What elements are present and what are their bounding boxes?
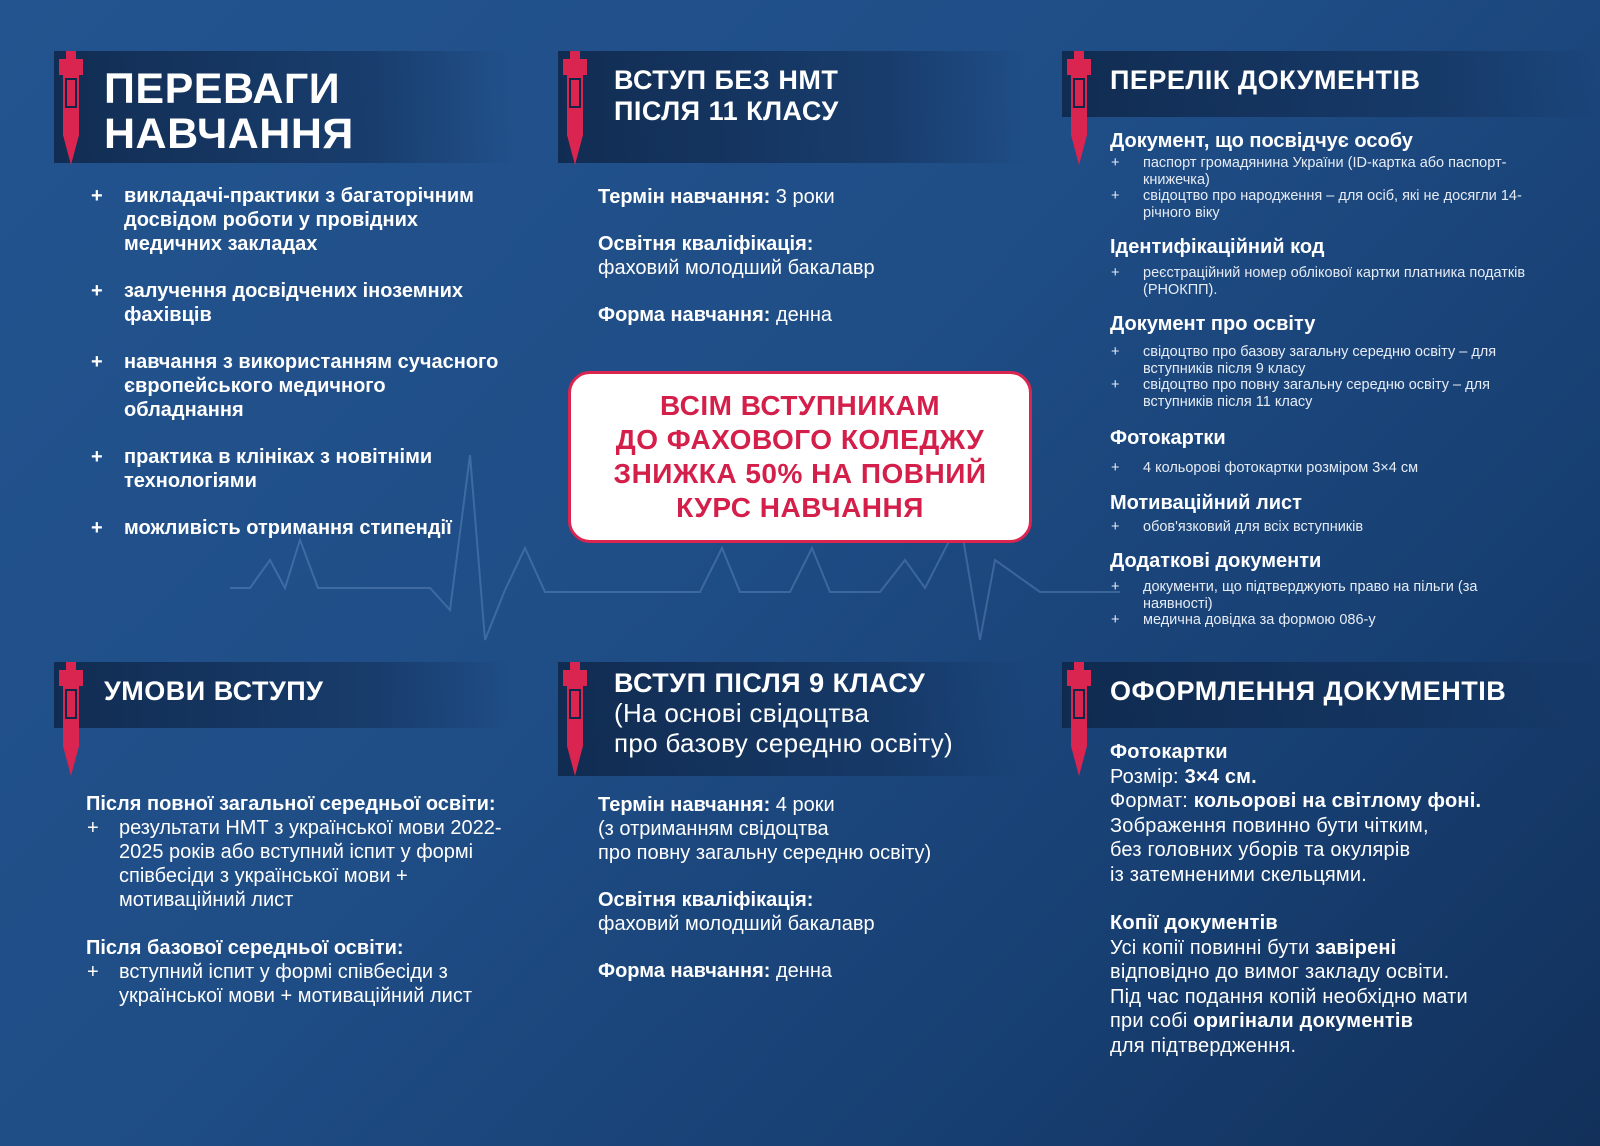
copies-bold: оригінали документів	[1193, 1010, 1414, 1032]
format-value: кольорові на світлому фоні.	[1193, 790, 1482, 812]
copies-text: для підтвердження.	[1110, 1034, 1297, 1057]
pen-icon	[558, 658, 592, 778]
conditions-body	[86, 792, 506, 1008]
discount-promo-text: ВСІМ ВСТУПНИКАМ ДО ФАХОВОГО КОЛЕДЖУ ЗНИЖКА 50% НА ПОВНИЙ КУРС НАВЧАННЯ	[613, 390, 987, 523]
copies-text: Під час подання копій необхідно мати	[1110, 985, 1468, 1008]
doc-group: Документ, що посвідчує особу + паспорт громадянина України (ID-картка або паспорт-книжечка) + свідоцтво про народження – для осіб, які не досягли 14-річного віку	[1110, 129, 1550, 221]
after11-title: ВСТУП БЕЗ НМТ ПІСЛЯ 11 КЛАСУ	[614, 65, 839, 127]
list-item: + 4 кольорові фотокартки розміром 3×4 см	[1110, 460, 1550, 477]
list-item: + обов'язковий для всіх вступників	[1110, 519, 1550, 536]
list-item: + результати НМТ з української мови 2022-2025 років або вступний іспит у формі співбесіди з української мови + мотиваційний лист	[86, 816, 506, 912]
list-item: + реєстраційний номер облікової картки платника податків (РНОКПП).	[1110, 265, 1550, 298]
size-value: 3×4 см.	[1184, 765, 1257, 788]
list-item: + можливість отримання стипендії	[88, 516, 508, 540]
processing-body	[1110, 740, 1580, 1058]
doc-group: Ідентифікаційний код + реєстраційний номер облікової картки платника податків (РНОКПП).	[1110, 235, 1550, 298]
documents-title: ПЕРЕЛІК ДОКУМЕНТІВ	[1110, 65, 1421, 95]
copies-title: Копії документів	[1110, 912, 1278, 934]
copies-text: при собі	[1110, 1010, 1194, 1032]
format-label: Формат:	[1110, 790, 1194, 812]
doc-group: Фотокартки + 4 кольорові фотокартки розміром 3×4 см	[1110, 426, 1550, 477]
processing-title: ОФОРМЛЕННЯ ДОКУМЕНТІВ	[1110, 676, 1507, 706]
after9-info	[598, 793, 1018, 1006]
photo-title: Фотокартки	[1110, 741, 1228, 763]
term-label: Термін навчання:	[598, 186, 771, 208]
qualification-value: фаховий молодший бакалавр	[598, 257, 875, 279]
term-value: 4 роки	[770, 794, 835, 816]
list-item: + свідоцтво про народження – для осіб, які не досягли 14-річного віку	[1110, 188, 1550, 221]
advantages-header	[54, 51, 514, 163]
pen-icon	[1062, 47, 1096, 167]
qualification-label: Освітня кваліфікація:	[598, 889, 814, 911]
copies-bold: завірені	[1315, 936, 1397, 959]
copies-text: відповідно до вимог закладу освіти.	[1110, 961, 1450, 983]
doc-group: Документ про освіту + свідоцтво про базову загальну середню освіту – для вступників після 9 класу + свідоцтво про повну загальну середню освіту – для вступників після 11 класу	[1110, 312, 1550, 410]
qualification-label: Освітня кваліфікація:	[598, 233, 814, 255]
form-value: денна	[770, 304, 832, 326]
copies-text: Усі копії повинні бути	[1110, 936, 1316, 959]
doc-group: Додаткові документи + документи, що підтверджують право на пільги (за наявності) + медична довідка за формою 086-у	[1110, 549, 1550, 629]
documents-list	[1110, 129, 1550, 639]
list-item: + викладачі-практики з багаторічним досвідом роботи у провідних медичних закладах	[88, 184, 508, 256]
list-item: + навчання з використанням сучасного європейського медичного обладнання	[88, 350, 508, 422]
form-label: Форма навчання:	[598, 960, 771, 982]
size-label: Розмір:	[1110, 765, 1185, 788]
form-value: денна	[770, 960, 832, 982]
pen-icon	[54, 47, 88, 167]
list-item: + документи, що підтверджують право на пільги (за наявності)	[1110, 579, 1550, 612]
form-label: Форма навчання:	[598, 304, 771, 326]
term-note: (з отриманням свідоцтва	[598, 818, 829, 840]
list-item: + свідоцтво про повну загальну середню освіту – для вступників після 11 класу	[1110, 377, 1550, 410]
pen-icon	[1062, 658, 1096, 778]
list-item: + свідоцтво про базову загальну середню освіту – для вступників після 9 класу	[1110, 344, 1550, 377]
list-item: + вступний іспит у формі співбесіди з української мови + мотиваційний лист	[86, 960, 506, 1008]
conditions-title: УМОВИ ВСТУПУ	[104, 676, 324, 706]
qualification-value: фаховий молодший бакалавр	[598, 913, 875, 935]
photo-note: Зображення повинно бути чітким,	[1110, 814, 1429, 837]
advantages-list	[88, 184, 508, 563]
list-item: + залучення досвідчених іноземних фахівців	[88, 279, 508, 327]
term-note: про повну загальну середню освіту)	[598, 842, 932, 864]
after9-title: ВСТУП ПІСЛЯ 9 КЛАСУ (На основі свідоцтва про базову середню освіту)	[614, 668, 954, 758]
pen-icon	[54, 658, 88, 778]
pen-icon	[558, 47, 592, 167]
after11-header	[558, 51, 1028, 163]
doc-group: Мотиваційний лист + обов'язковий для всіх вступників	[1110, 491, 1550, 536]
photo-note: без головних уборів та окулярів	[1110, 839, 1411, 861]
advantages-title: ПЕРЕВАГИ НАВЧАННЯ	[104, 65, 354, 159]
documents-header	[1062, 51, 1600, 117]
list-item: + паспорт громадянина України (ID-картка або паспорт-книжечка)	[1110, 155, 1550, 188]
term-value: 3 роки	[770, 186, 835, 208]
condition-lead: Після повної загальної середньої освіти:	[86, 793, 496, 815]
after9-header	[558, 662, 1028, 776]
after11-info	[598, 185, 1018, 350]
term-label: Термін навчання:	[598, 794, 771, 816]
condition-lead: Після базової середньої освіти:	[86, 937, 404, 959]
conditions-header	[54, 662, 514, 728]
photo-note: із затемненими скельцями.	[1110, 863, 1367, 886]
list-item: + медична довідка за формою 086-у	[1110, 612, 1550, 629]
discount-promo-box	[568, 371, 1032, 543]
processing-header	[1062, 662, 1600, 728]
list-item: + практика в клініках з новітніми технологіями	[88, 445, 508, 493]
